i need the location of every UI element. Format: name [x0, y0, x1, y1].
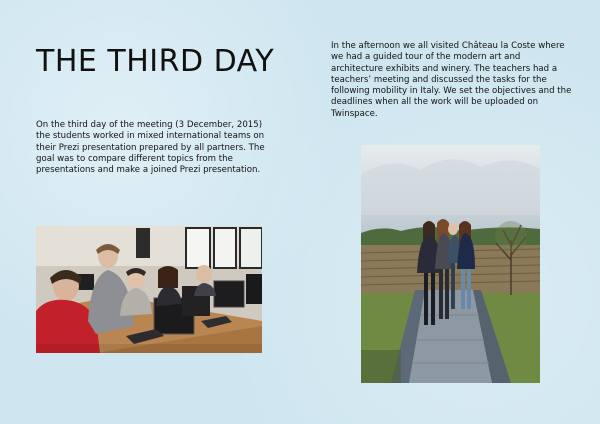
right-paragraph: In the afternoon we all visited Château la Coste where we had a guided tour of the modern art and architecture exhibits and winery. The teachers had a teachers’ meeting and discussed the tasks for the following mobility in Italy. We set the objectives and the deadlines when all the work will be uploaded on Twinspace.: [331, 41, 572, 119]
computer-lab-photo: [36, 226, 262, 353]
computer-lab-image: [36, 226, 262, 353]
bridge-image: [361, 145, 540, 383]
page-title: THE THIRD DAY: [36, 44, 275, 79]
bridge-photo: [361, 145, 540, 383]
left-paragraph: On the third day of the meeting (3 December, 2015) the students worked in mixed international teams on their Prezi presentation prepared by all partners. The goal was to compare different topics from the presentations and make a joined Prezi presentation.: [36, 120, 265, 176]
